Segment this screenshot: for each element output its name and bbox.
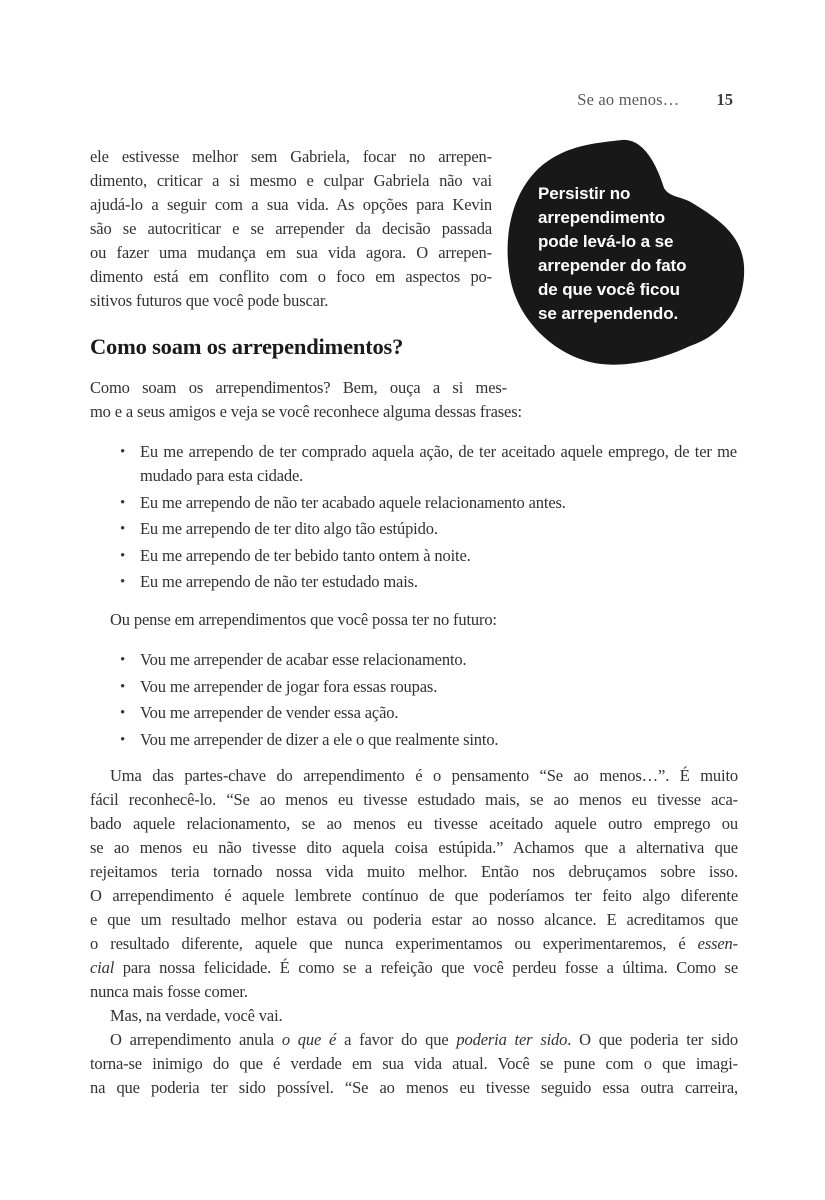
- list-item: [118, 491, 737, 515]
- list-item-text: Vou me arrepender de dizer a ele o que realmente sinto.: [140, 729, 499, 749]
- text-line: rejeitamos teria tornado nossa vida muito melhor. Então nos debruçamos sobre isso.: [90, 861, 738, 881]
- text-line: ajudá-lo a seguir com a sua vida. As opções para Kevin: [90, 195, 492, 214]
- list-item-text: Eu me arrependo de não ter acabado aquele relacionamento antes.: [140, 492, 566, 512]
- text-line: ele estivesse melhor sem Gabriela, focar no arrepen-: [90, 147, 492, 166]
- list-item-text: Vou me arrepender de acabar esse relacionamento.: [140, 650, 467, 669]
- future-intro-line: Ou pense em arrependimentos que você possa ter no futuro:: [110, 610, 497, 629]
- text-line: cial para nossa felicidade. É como se a refeição que você perdeu fosse a última. Como se: [90, 957, 738, 977]
- text-line: e que um resultado melhor estava ou poderia estar ao nosso alcance. E acreditamos que: [90, 909, 738, 929]
- list-item-text: Eu me arrependo de ter comprado aquela ação, de ter aceitado aquele emprego, de ter me mudado para esta cidade.: [140, 442, 737, 485]
- text-line: dimento, criticar a si mesmo e culpar Gabriela não vai: [90, 171, 492, 190]
- paragraph-mas-na-verdade: Mas, na verdade, você vai.: [110, 1005, 283, 1025]
- paragraph-intro-frases: [90, 376, 738, 424]
- list-item: [118, 728, 737, 752]
- paragraph-se-ao-menos: [90, 764, 738, 1004]
- text-line: ou fazer uma mudança em sua vida agora. O arrepen-: [90, 243, 492, 262]
- text-line: arrependimento: [538, 208, 666, 227]
- running-header: [577, 90, 733, 110]
- text-line: se arrependendo.: [538, 304, 679, 323]
- page-body: [90, 145, 738, 1100]
- bullet-icon: •: [120, 521, 126, 537]
- text-line: nunca mais fosse comer.: [90, 981, 248, 1001]
- text-line: Como soam os arrependimentos? Bem, ouça a si mes-: [90, 378, 507, 397]
- list-item: [118, 570, 737, 594]
- text-line: fácil reconhecê-lo. “Se ao menos eu tivesse estudado mais, se ao menos eu tivesse aca-: [90, 789, 738, 809]
- text-line: sitivos futuros que você pode buscar.: [90, 291, 329, 310]
- list-item: [118, 701, 737, 725]
- list-item-text: Vou me arrepender de vender essa ação.: [140, 703, 399, 722]
- text-line: na que poderia ter sido possível. “Se ao menos eu tivesse seguido essa outra carreira,: [90, 1077, 738, 1097]
- running-title: Se ao menos…: [577, 90, 680, 109]
- text-line: arrepender do fato: [538, 256, 687, 275]
- bullet-icon: •: [120, 652, 126, 668]
- text-line: dimento está em conflito com o foco em aspectos po-: [90, 267, 492, 286]
- section-heading: Como soam os arrependimentos?: [90, 334, 404, 359]
- text-line: o resultado diferente, aquele que nunca experimentamos ou experimentaremos, é essen-: [90, 933, 738, 953]
- bullet-icon: •: [120, 574, 126, 590]
- bullet-icon: •: [120, 494, 126, 511]
- bullet-icon: •: [120, 444, 126, 460]
- text-line: O arrependimento anula o que é a favor do que poderia ter sido. O que poderia ter sido: [110, 1029, 739, 1049]
- paragraph-anula: [90, 1028, 738, 1100]
- list-item-text: Eu me arrependo de ter bebido tanto ontem à noite.: [140, 545, 471, 565]
- bullet-icon: •: [120, 705, 126, 721]
- text-line: Uma das partes-chave do arrependimento é o pensamento “Se ao menos…”. É muito: [110, 765, 738, 785]
- text-line: mo e a seus amigos e veja se você reconhece alguma dessas frases:: [90, 402, 522, 421]
- list-item: [118, 675, 737, 699]
- bullet-icon: •: [120, 678, 126, 695]
- list-item: [118, 517, 737, 541]
- list-item: [118, 544, 737, 568]
- list-item-text: Eu me arrependo de não ter estudado mais.: [140, 572, 418, 591]
- past-regrets-list: [118, 440, 737, 594]
- text-line: pode levá-lo a se: [538, 232, 674, 251]
- text-line: O arrependimento é aquele lembrete contínuo de que poderíamos ter feito algo diferente: [90, 885, 738, 905]
- list-item: [118, 440, 737, 488]
- text-line: são se autocriticar e se arrepender da decisão passada: [90, 219, 492, 238]
- bullet-icon: •: [120, 547, 126, 564]
- list-item: [118, 648, 737, 672]
- bullet-icon: •: [120, 731, 126, 748]
- text-line: bado aquele relacionamento, se ao menos eu tivesse aceitado aquele outro emprego ou: [90, 813, 738, 833]
- text-line: de que você ficou: [538, 280, 680, 299]
- paragraph-kevin: [90, 145, 492, 313]
- text-line: se ao menos eu não tivesse dito aquela coisa estúpida.” Achamos que a alternativa que: [90, 837, 738, 857]
- list-item-text: Eu me arrependo de ter dito algo tão estúpido.: [140, 519, 438, 538]
- future-regrets-list: [118, 648, 737, 752]
- text-line: Persistir no: [538, 184, 631, 203]
- list-item-text: Vou me arrepender de jogar fora essas roupas.: [140, 676, 438, 696]
- text-line: torna-se inimigo do que é verdade em sua vida atual. Você se pune com o que imagi-: [90, 1053, 738, 1073]
- page-number: 15: [716, 90, 733, 109]
